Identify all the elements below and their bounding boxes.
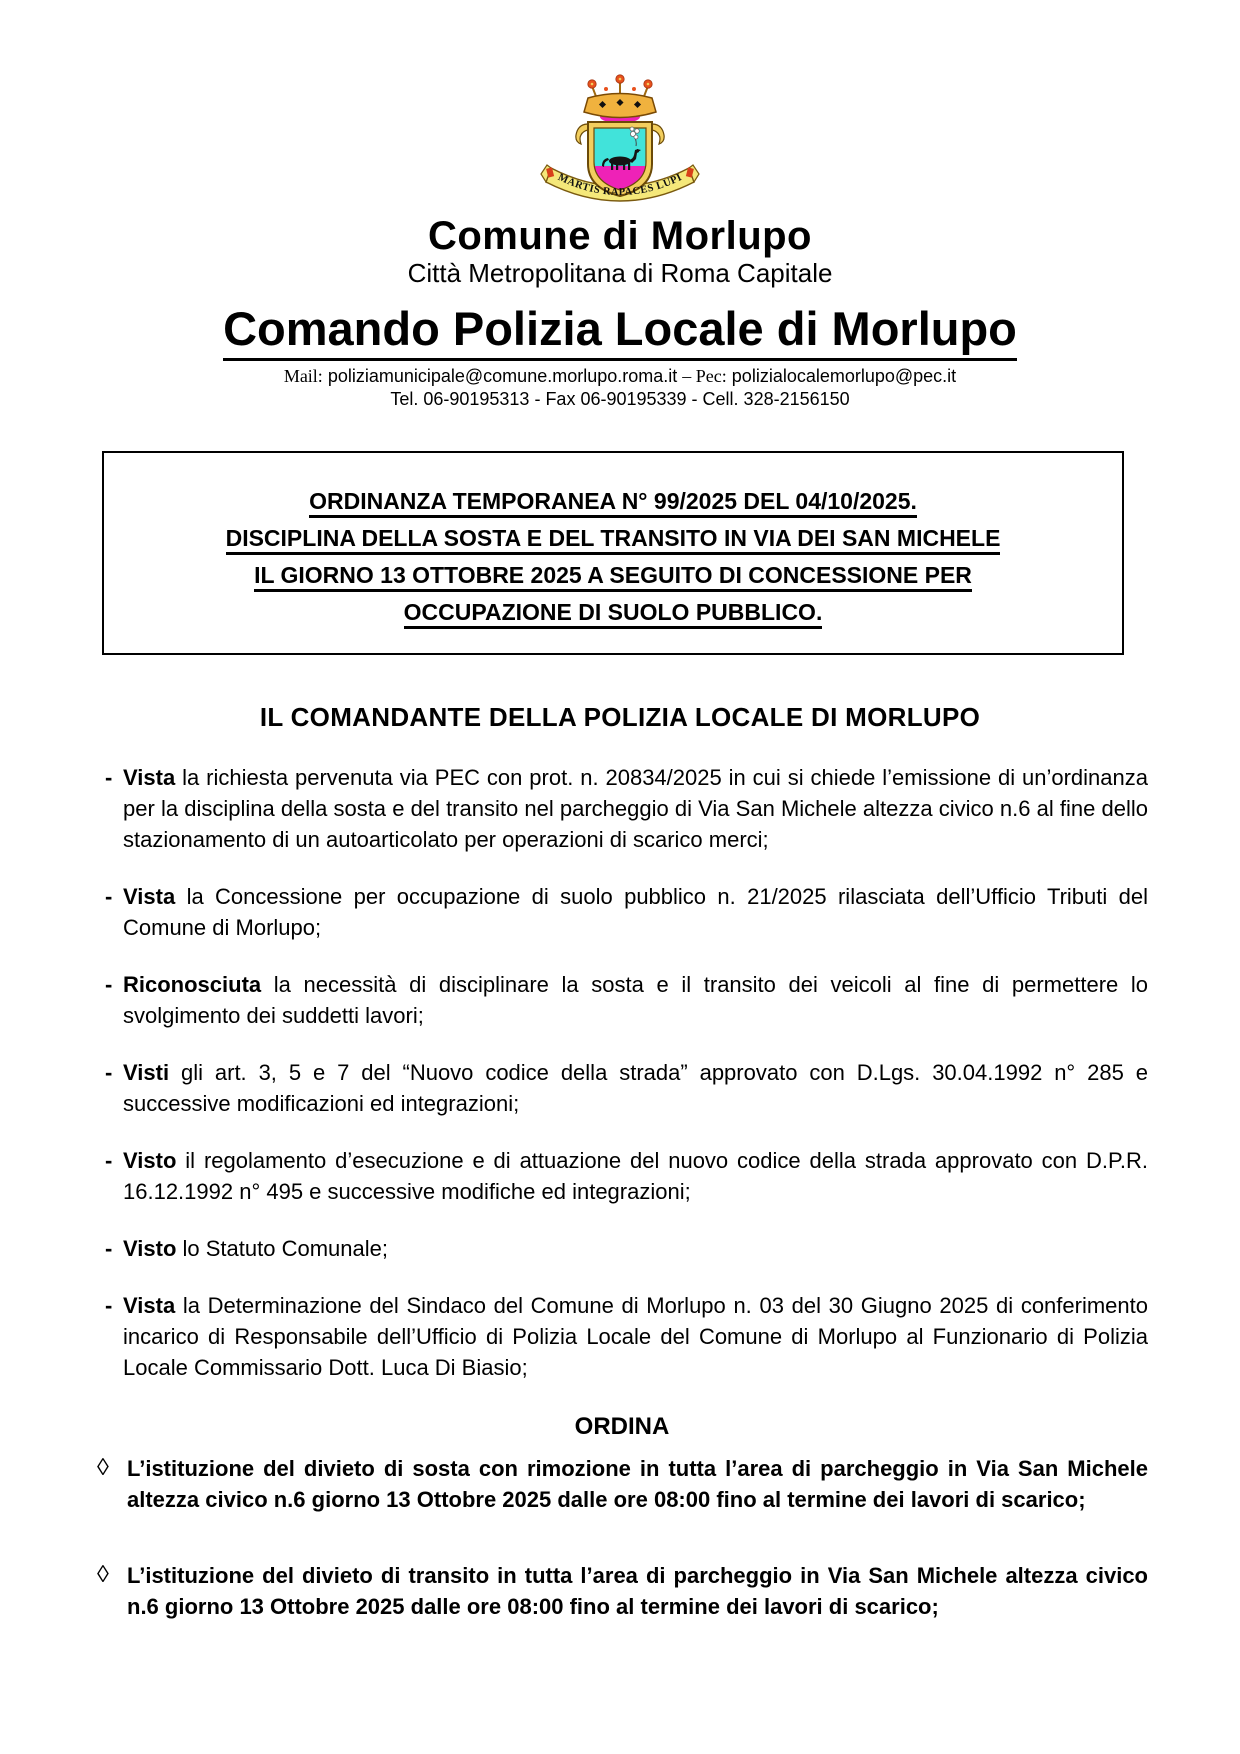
order-text: L’istituzione del divieto di transito in tutta l’area di parcheggio in Via San Michele altezza civico n.6 giorno 13 Ottobre 2025 dalle ore 08:00 fino al termine dei lavori di scarico; (127, 1563, 1148, 1619)
mail-address: poliziamunicipale@comune.morlupo.roma.it (327, 366, 678, 386)
premise-lead: Vista (123, 884, 176, 909)
order-item (96, 1560, 1148, 1622)
morlupo-coat-of-arms-icon (525, 72, 715, 212)
municipality-name: Comune di Morlupo (427, 214, 812, 258)
ordina-heading: ORDINA (574, 1413, 670, 1440)
premise-dash: - (105, 1293, 113, 1318)
order-text: L’istituzione del divieto di sosta con rimozione in tutta l’area di parcheggio in Via San Michele altezza civico n.6 giorno 13 Ottobre 2025 dalle ore 08:00 fino al termine dei lavori di scarico; (127, 1456, 1148, 1512)
diamond-bullet-icon: ◊ (97, 1454, 109, 1481)
premise-dash: - (105, 884, 113, 909)
diamond-bullet-icon: ◊ (97, 1561, 109, 1588)
premise-text: la necessità di disciplinare la sosta e il transito dei veicoli al fine di permettere lo svolgimento dei suddetti lavori; (123, 972, 1148, 1028)
premise-item (96, 881, 1148, 943)
premise-text: il regolamento d’esecuzione e di attuazione del nuovo codice della strada approvato con D.P.R. 16.12.1992 n° 495 e successive modifiche ed integrazioni; (123, 1148, 1148, 1204)
premise-text: la Determinazione del Sindaco del Comune di Morlupo n. 03 del 30 Giugno 2025 di conferimento incarico di Responsabile dell’Ufficio di Polizia Locale del Comune di Morlupo al Funzionario di Polizia Locale Commissario Dott. Luca Di Biasio; (123, 1293, 1148, 1380)
ordinance-title-box (102, 451, 1124, 655)
premise-text: la Concessione per occupazione di suolo pubblico n. 21/2025 rilasciata dell’Ufficio Tributi del Comune di Morlupo; (123, 884, 1148, 940)
ordinance-title-line: OCCUPAZIONE DI SUOLO PUBBLICO. (120, 594, 1106, 631)
premise-item (96, 1233, 1148, 1264)
ordinance-title-line: DISCIPLINA DELLA SOSTA E DEL TRANSITO IN VIA DEI SAN MICHELE (120, 520, 1106, 557)
premise-text: lo Statuto Comunale; (182, 1236, 388, 1261)
premise-dash: - (105, 1060, 113, 1085)
premise-lead: Visto (123, 1148, 177, 1173)
premise-dash: - (105, 765, 113, 790)
premise-dash: - (105, 1148, 113, 1173)
crown (584, 75, 656, 123)
pec-label: – Pec: (682, 366, 727, 386)
premise-text: la richiesta pervenuta via PEC con prot. n. 20834/2025 in cui si chiede l’emissione di un’ordinanza per la disciplina della sosta e del transito nel parcheggio di Via San Michele altezza civico n.6 al fine dello stazionamento di un autoarticolato per operazioni di scarico merci; (123, 765, 1148, 852)
phone-line: Tel. 06-90195313 - Fax 06-90195339 - Cell. 328-2156150 (390, 389, 850, 409)
crest-motto: MARTIS RAPACES LUPI (556, 172, 684, 199)
ordinance-title-line: ORDINANZA TEMPORANEA N° 99/2025 DEL 04/10/2025. (120, 483, 1106, 520)
pec-address: polizialocalemorlupo@pec.it (731, 366, 957, 386)
premise-item (96, 762, 1148, 855)
premise-item (96, 1057, 1148, 1119)
premise-lead: Visto (123, 1236, 177, 1261)
premise-lead: Vista (123, 765, 176, 790)
premise-text: gli art. 3, 5 e 7 del “Nuovo codice della strada” approvato con D.Lgs. 30.04.1992 n° 285 e successive modificazioni ed integrazioni; (123, 1060, 1148, 1116)
commander-heading: IL COMANDANTE DELLA POLIZIA LOCALE DI MORLUPO (259, 702, 981, 732)
premise-item (96, 969, 1148, 1031)
mail-label: Mail: (283, 366, 323, 386)
metropolitan-city-subtitle: Città Metropolitana di Roma Capitale (407, 258, 833, 288)
premise-dash: - (105, 1236, 113, 1261)
premise-dash: - (105, 972, 113, 997)
contact-line (0, 366, 1240, 387)
order-item (96, 1453, 1148, 1515)
premise-lead: Riconosciuta (123, 972, 262, 997)
document-body (96, 762, 1148, 1622)
premise-lead: Vista (123, 1293, 176, 1318)
ordinance-title-line: IL GIORNO 13 OTTOBRE 2025 A SEGUITO DI CONCESSIONE PER (120, 557, 1106, 594)
premise-item (96, 1290, 1148, 1383)
document-header (0, 0, 1240, 410)
department-title: Comando Polizia Locale di Morlupo (0, 304, 1240, 354)
premise-lead: Visti (123, 1060, 170, 1085)
premise-item (96, 1145, 1148, 1207)
